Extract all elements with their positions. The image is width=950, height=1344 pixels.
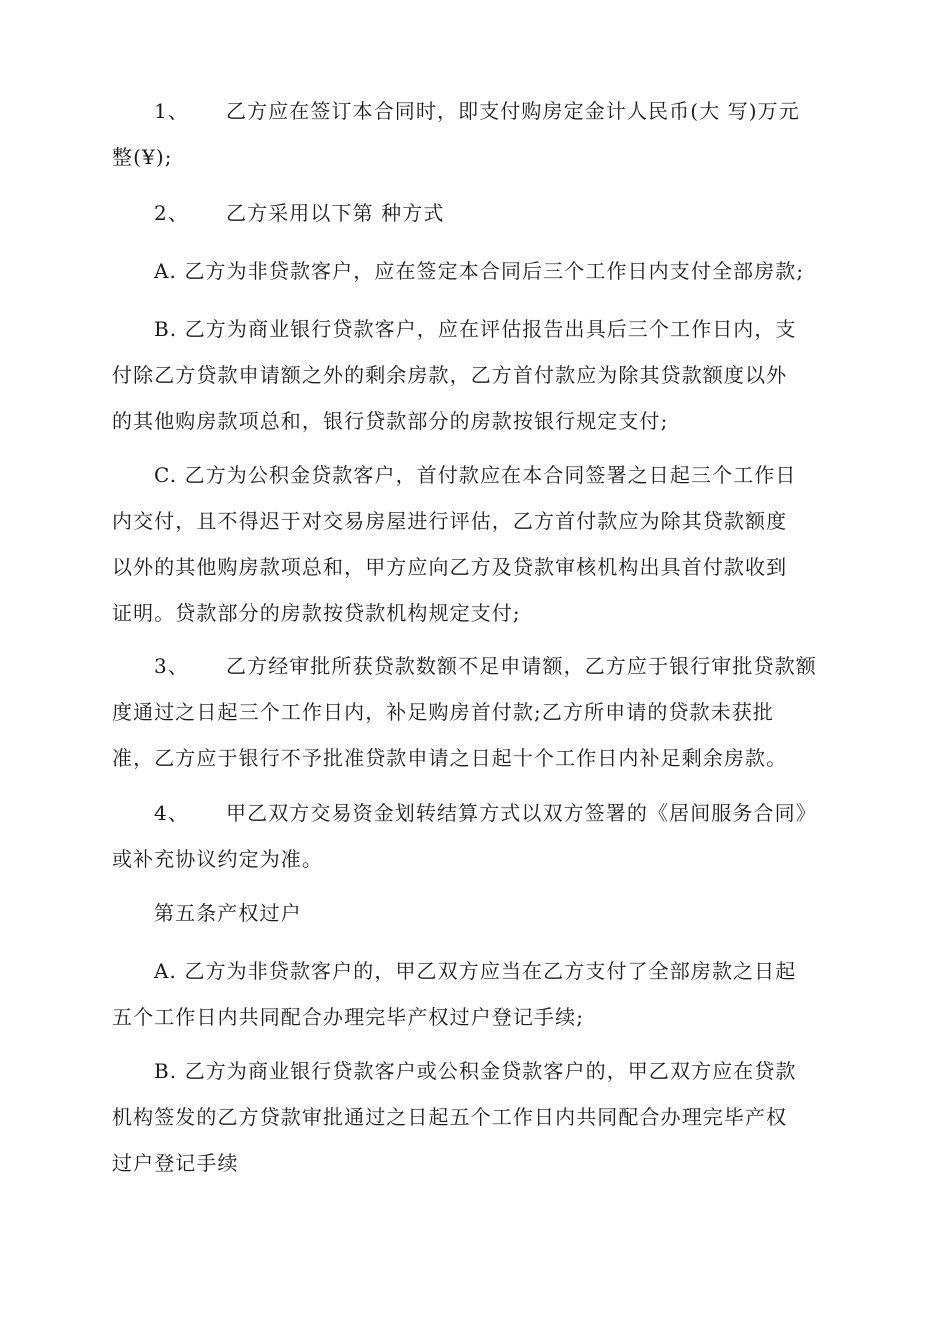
line-text: 乙方经审批所获贷款数额不足申请额，乙方应于银行审批贷款额	[226, 654, 817, 678]
text-line	[112, 88, 857, 134]
text-line: 的其他购房款项总和，银行贷款部分的房款按银行规定支付;	[112, 409, 669, 433]
text-line: 整(¥);	[112, 145, 173, 169]
paragraph-payment-method	[112, 190, 857, 236]
text-line: 以外的其他购房款项总和，甲方应向乙方及贷款审核机构出具首付款收到	[112, 555, 788, 579]
paragraph-option-c	[112, 452, 857, 636]
clause-number: 1、	[154, 99, 189, 123]
paragraph-transfer-b	[112, 1048, 857, 1186]
text-line	[112, 190, 857, 236]
line-text: 乙方采用以下第 种方式	[226, 201, 445, 225]
line-text: 甲乙双方交易资金划转结算方式以双方签署的《居间服务合同》	[226, 801, 817, 825]
text-line	[112, 790, 857, 836]
section-title: 第五条产权过户	[154, 901, 302, 925]
text-line: 付除乙方贷款申请额之外的剩余房款，乙方首付款应为除其贷款额度以外	[112, 363, 788, 387]
text-line: A. 乙方为非贷款客户的，甲乙双方应当在乙方支付了全部房款之日起	[154, 959, 797, 983]
text-line: 度通过之日起三个工作日内，补足购房首付款;乙方所申请的贷款未获批	[112, 700, 774, 724]
article-heading	[112, 890, 857, 936]
clause-number: 4、	[154, 801, 189, 825]
paragraph-loan-shortfall	[112, 643, 857, 781]
text-line: 过户登记手续	[112, 1151, 239, 1175]
paragraph-option-b	[112, 306, 857, 444]
text-line: C. 乙方为公积金贷款客户，首付款应在本合同签署之日起三个工作日	[154, 463, 797, 487]
paragraph-fund-settlement	[112, 790, 857, 882]
text-line: 五个工作日内共同配合办理完毕产权过户登记手续;	[112, 1005, 585, 1029]
paragraph-option-a	[112, 248, 857, 294]
text-line: 内交付，且不得迟于对交易房屋进行评估，乙方首付款应为除其贷款额度	[112, 509, 788, 533]
text-line: 证明。贷款部分的房款按贷款机构规定支付;	[112, 601, 521, 625]
paragraph-payment-deposit	[112, 88, 857, 180]
line-text: 乙方应在签订本合同时，即支付购房定金计人民币(大 写)万元	[226, 99, 800, 123]
text-line: B. 乙方为商业银行贷款客户或公积金贷款客户的，甲乙双方应在贷款	[154, 1059, 797, 1083]
paragraph-transfer-a	[112, 948, 857, 1040]
text-line: 或补充协议约定为准。	[112, 847, 323, 871]
text-line: B. 乙方为商业银行贷款客户，应在评估报告出具后三个工作日内，支	[154, 317, 797, 341]
text-line: 准，乙方应于银行不予批准贷款申请之日起十个工作日内补足剩余房款。	[112, 746, 788, 770]
text-line: 机构签发的乙方贷款审批通过之日起五个工作日内共同配合办理完毕产权	[112, 1105, 788, 1129]
clause-number: 3、	[154, 654, 189, 678]
text-line: A. 乙方为非贷款客户，应在签定本合同后三个工作日内支付全部房款;	[154, 259, 805, 283]
clause-number: 2、	[154, 201, 189, 225]
text-line	[112, 643, 857, 689]
